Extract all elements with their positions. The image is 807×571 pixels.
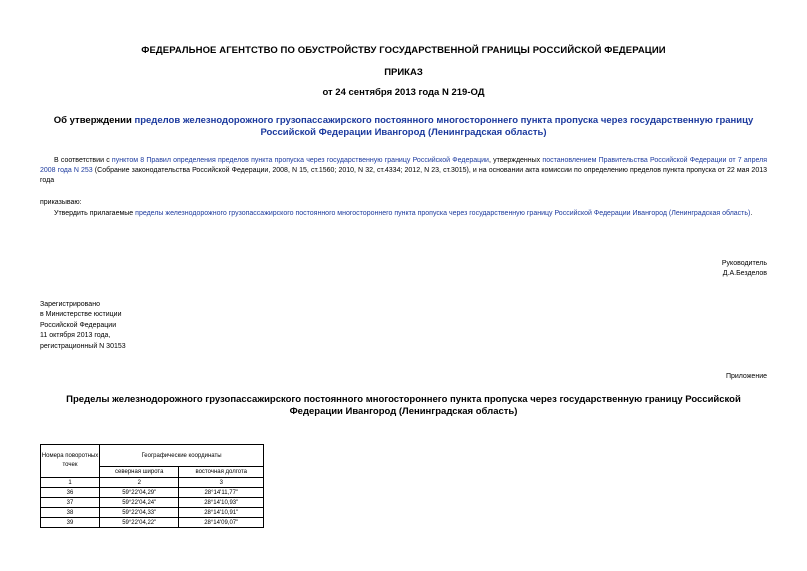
table-row [41, 508, 264, 518]
order-word: приказываю: [40, 199, 82, 206]
approval-text-2: . [750, 210, 753, 217]
registration-line: Зарегистрировано [40, 301, 100, 308]
preamble-paragraph [40, 156, 767, 186]
registration-line: 11 октября 2013 года, [40, 332, 111, 340]
registration-line: регистрационный N 30153 [40, 342, 126, 350]
header-latitude: северная широта [100, 467, 179, 478]
latitude-cell: 59°22'04,33" [100, 508, 179, 518]
longitude-cell: 28°14'09,07" [179, 518, 264, 528]
longitude-cell: 28°14'10,93" [179, 498, 264, 508]
order-date-number: от 24 сентября 2013 года N 219-ОД [322, 87, 485, 98]
latitude-cell: 59°22'04,24" [100, 498, 179, 508]
approval-paragraph [40, 209, 767, 219]
latitude-cell: 59°22'04,22" [100, 518, 179, 528]
agency-name: ФЕДЕРАЛЬНОЕ АГЕНТСТВО ПО ОБУСТРОЙСТВУ ГОСУДАРСТВЕННОЙ ГРАНИЦЫ РОССИЙСКОЙ ФЕДЕРАЦИИ [141, 45, 666, 56]
column-number: 2 [100, 478, 179, 488]
preamble-text-3: (Собрание законодательства Российской Федерации, 2008, N 15, ст.1560; 2010, N 32, ст.4334; 2012, N 23, ст.3015), и на основании акта комиссии по определению пределов пункта пропуска от 22 мая 2013 года [40, 167, 768, 184]
limits-link[interactable]: пределы железнодорожного грузопассажирского постоянного многостороннего пункта пропуска через государственную границу Российской Федерации Ивангород (Ленинградская область) [135, 210, 751, 217]
approval-text-1: Утвердить прилагаемые [54, 210, 136, 217]
table-header-row [41, 445, 264, 467]
signature-block [722, 259, 767, 279]
signature-position: Руководитель [721, 260, 767, 267]
registration-line: в Министерстве юстиции [40, 311, 122, 319]
header-points: Номера поворотных точек [41, 445, 100, 478]
signature-name: Д.А.Безделов [722, 270, 767, 277]
preamble-text-2: , утвержденных [488, 157, 543, 164]
longitude-cell: 28°14'11,77" [179, 488, 264, 498]
header-geo-coords: Географические координаты [100, 445, 264, 467]
registration-line: Российской Федерации [40, 321, 117, 329]
government-decree-link[interactable]: постановлением Правительства Российской Федерации от 7 апреля 2008 года N 253 [40, 157, 768, 174]
column-number: 1 [41, 478, 100, 488]
order-title-prefix: Об утверждении [53, 115, 135, 126]
order-title-link[interactable]: пределов железнодорожного грузопассажирского постоянного многостороннего пункта пропуска через государственную границу Российской Федерации Ивангород (Ленинградская область) [134, 115, 754, 138]
header-longitude: восточная долгота [179, 467, 264, 478]
table-row [41, 498, 264, 508]
table-row [41, 518, 264, 528]
point-number: 36 [41, 488, 100, 498]
column-number: 3 [179, 478, 264, 488]
point-number: 37 [41, 498, 100, 508]
registration-block [40, 300, 126, 352]
order-title [40, 115, 767, 139]
limits-title: Пределы железнодорожного грузопассажирского постоянного многостороннего пункта пропуска через государственную границу Российской Федерации Ивангород (Ленинградская область) [66, 394, 741, 417]
latitude-cell: 59°22'04,29" [100, 488, 179, 498]
point-number: 38 [41, 508, 100, 518]
table-numbering-row [41, 478, 264, 488]
rules-link[interactable]: пунктом 8 Правил определения пределов пункта пропуска через государственную границу Российской Федерации [111, 157, 489, 164]
coordinates-table [40, 444, 264, 528]
document-type: ПРИКАЗ [384, 67, 423, 78]
point-number: 39 [41, 518, 100, 528]
appendix-label: Приложение [725, 373, 767, 380]
preamble-text-1: В соответствии с [54, 157, 112, 164]
table-row [41, 488, 264, 498]
longitude-cell: 28°14'10,91" [179, 508, 264, 518]
